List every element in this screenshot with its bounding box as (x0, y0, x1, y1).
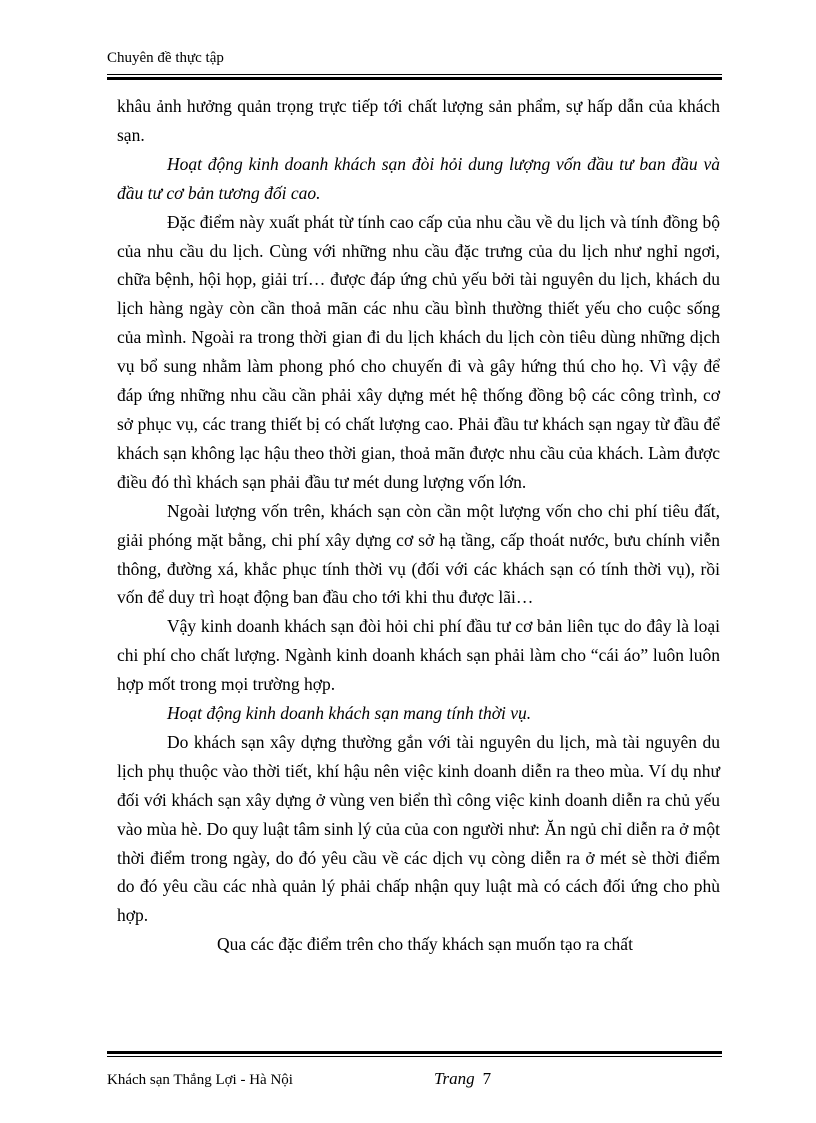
footer-page-label: Trang (434, 1069, 475, 1088)
footer-page-number: 7 (482, 1069, 492, 1088)
footer-page-indicator (434, 1069, 491, 1089)
paragraph-conclusion-start: Qua các đặc điểm trên cho thấy khách sạn muốn tạo ra chất (217, 934, 633, 955)
paragraph-continuation: khâu ảnh hưởng quản trọng trực tiếp tới chất lượng sản phẩm, sự hấp dẫn của khách sạn. (117, 96, 720, 145)
document-body (117, 92, 720, 959)
paragraph-continuous-investment: Vậy kinh doanh khách sạn đòi hỏi chi phí đầu tư cơ bản liên tục do đây là loại chi phí cho chất lượng. Ngành kinh doanh khách sạn phải làm cho “cái áo” luôn luôn hợp mốt trong mọi trường hợp. (117, 616, 720, 695)
footer-hotel-name: Khách sạn Thắng Lợi - Hà Nội (107, 1072, 293, 1088)
page-footer (107, 1051, 722, 1089)
section-heading-seasonality: Hoạt động kinh doanh khách sạn mang tính thời vụ. (167, 703, 532, 724)
footer-rule-thin (107, 1056, 722, 1057)
section-heading-investment: Hoạt động kinh doanh khách sạn đòi hỏi dung lượng vốn đầu tư ban đầu và đầu tư cơ bản tương đối cao. (117, 153, 720, 203)
paragraph-additional-capital: Ngoài lượng vốn trên, khách sạn còn cần một lượng vốn cho chi phí tiêu đất, giải phóng mặt bằng, chi phí xây dựng cơ sở hạ tầng, cấp thoát nước, bưu chính viễn thông, đường xá, khắc phục tính thời vụ (đối với các khách sạn có tính thời vụ), rồi vốn để duy trì hoạt động ban đầu cho tới khi thu được lãi… (117, 500, 720, 608)
header-title: Chuyên đề thực tập (107, 50, 224, 66)
page-header (107, 48, 722, 80)
header-rule-thick (107, 77, 722, 80)
paragraph-investment-characteristics: Đặc điểm này xuất phát từ tính cao cấp của nhu cầu về du lịch và tính đồng bộ của nhu cầu du lịch. Cùng với những nhu cầu đặc trưng của du lịch như nghỉ ngơi, chữa bệnh, hội họp, giải trí… được đáp ứng chủ yếu bởi tài nguyên du lịch, khách du lịch hàng ngày còn cần thoả mãn các nhu cầu bình thường thiết yếu cho cuộc sống của mình. Ngoài ra trong thời gian đi du lịch khách du lịch còn tiêu dùng những dịch vụ bổ sung nhằm làm phong phó cho chuyến đi và gây hứng thú cho họ. Vì vậy để đáp ứng những nhu cầu cần phải xây dựng mét hệ thống đồng bộ các công trình, cơ sở phục vụ, các trang thiết bị có chất lượng cao. Phải đầu tư khách sạn ngay từ đầu để khách sạn không lạc hậu theo thời gian, thoả mãn được nhu cầu của khách. Làm được điều đó thì khách sạn phải đầu tư mét dung lượng vốn lớn. (117, 211, 720, 492)
paragraph-seasonality: Do khách sạn xây dựng thường gắn với tài nguyên du lịch, mà tài nguyên du lịch phụ thuộc vào thời tiết, khí hậu nên việc kinh doanh diễn ra theo mùa. Ví dụ như đối với khách sạn xây dựng ở vùng ven biển thì công việc kinh doanh diễn ra chủ yếu vào mùa hè. Do quy luật tâm sinh lý của của con người như: Ăn ngủ chỉ diễn ra ở một thời điểm trong ngày, do đó yêu cầu về các dịch vụ còng diễn ra ở mét sè thời điểm do đó yêu cầu các nhà quản lý phải chấp nhận quy luật mà có cách đối ứng cho phù hợp. (117, 731, 720, 926)
